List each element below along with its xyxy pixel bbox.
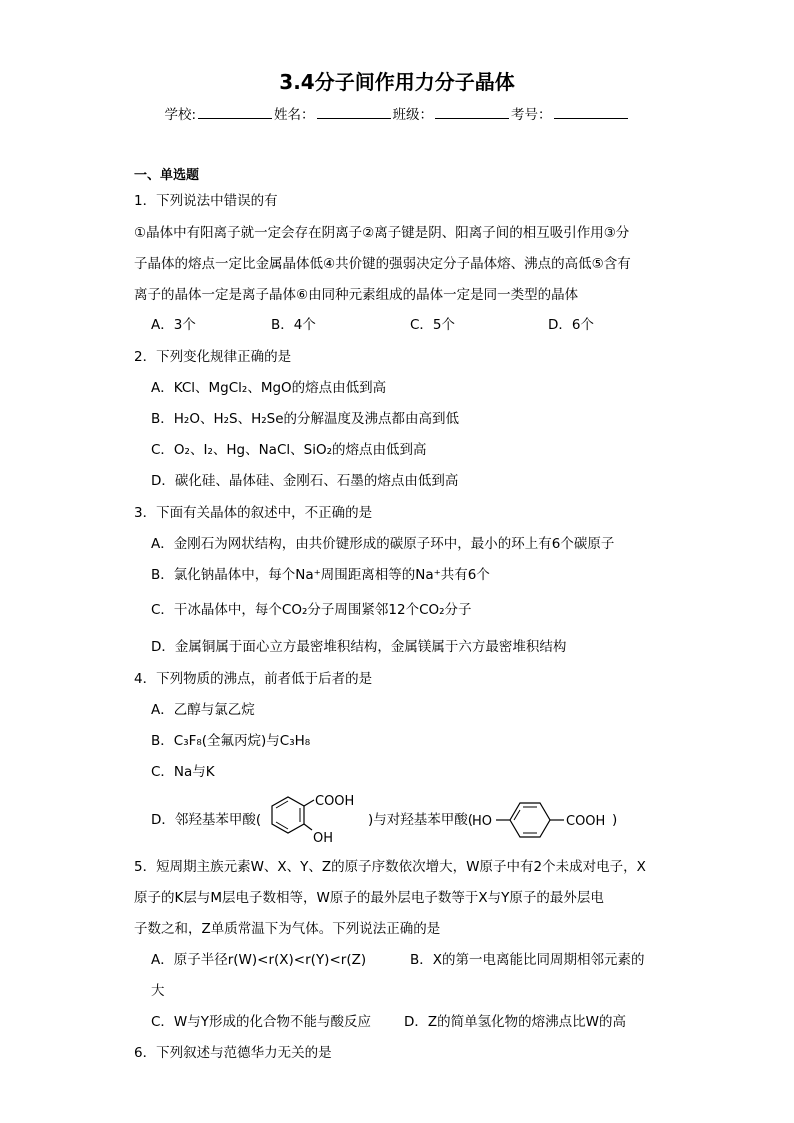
q4-option-d-suffix: ) bbox=[612, 812, 618, 828]
class-blank[interactable] bbox=[435, 108, 509, 119]
q3-stem: 3．下面有关晶体的叙述中，不正确的是 bbox=[134, 505, 373, 521]
q1-line3: 离子的晶体一定是离子晶体⑥由同种元素组成的晶体一定是同一类型的晶体 bbox=[134, 287, 579, 303]
q5-option-b: B．X的第一电离能比同周期相邻元素的 bbox=[410, 952, 645, 968]
q6-stem: 6．下列叙述与范德华力无关的是 bbox=[134, 1045, 332, 1061]
q4-stem: 4．下列物质的沸点，前者低于后者的是 bbox=[134, 671, 373, 687]
ortho-oh-label: OH bbox=[313, 831, 334, 846]
q1-option-a: A．3个 bbox=[151, 317, 196, 333]
q1-option-d: D．6个 bbox=[548, 317, 594, 333]
q5-option-d: D．Z的简单氢化物的熔沸点比W的高 bbox=[404, 1014, 626, 1030]
exam-label: 考号： bbox=[511, 107, 552, 123]
para-ho-label: HO bbox=[472, 814, 493, 829]
q5-option-c: C．W与Y形成的化合物不能与酸反应 bbox=[151, 1014, 372, 1030]
ortho-hydroxybenzoic-acid-structure bbox=[262, 790, 372, 846]
q3-option-b: B．氯化钠晶体中，每个Na⁺周围距离相等的Na⁺共有6个 bbox=[151, 567, 490, 583]
school-blank[interactable] bbox=[198, 108, 272, 119]
exam-number-blank[interactable] bbox=[554, 108, 628, 119]
name-blank[interactable] bbox=[317, 108, 391, 119]
q2-option-d: D．碳化硅、晶体硅、金刚石、石墨的熔点由低到高 bbox=[151, 473, 459, 489]
q4-option-d-prefix: D．邻羟基苯甲酸( bbox=[151, 812, 262, 828]
q5-option-a: A．原子半径r(W)<r(X)<r(Y)<r(Z) bbox=[151, 952, 367, 968]
student-info-line bbox=[0, 103, 794, 123]
q2-stem: 2．下列变化规律正确的是 bbox=[134, 349, 292, 365]
q4-option-a: A．乙醇与氯乙烷 bbox=[151, 702, 255, 718]
q1-option-c: C．5个 bbox=[410, 317, 456, 333]
school-label: 学校: bbox=[164, 107, 197, 123]
name-label: 姓名： bbox=[274, 107, 315, 123]
para-cooh-label: COOH bbox=[566, 814, 606, 829]
q5-line2: 原子的K层与M层电子数相等，W原子的最外层电子数等于X与Y原子的最外层电 bbox=[134, 890, 604, 906]
class-label: 班级： bbox=[392, 107, 434, 123]
q3-option-a: A．金刚石为网状结构，由共价键形成的碳原子环中，最小的环上有6个碳原子 bbox=[151, 536, 615, 552]
q5-option-b-continued: 大 bbox=[151, 983, 165, 999]
q5-line3: 子数之和，Z单质常温下为气体。下列说法正确的是 bbox=[134, 921, 441, 937]
para-hydroxybenzoic-acid-structure bbox=[468, 797, 623, 843]
section-title: 一、单选题 bbox=[134, 168, 200, 183]
q2-option-b: B．H₂O、H₂S、H₂Se的分解温度及沸点都由高到低 bbox=[151, 411, 460, 427]
q3-option-c: C．干冰晶体中，每个CO₂分子周围紧邻12个CO₂分子 bbox=[151, 602, 472, 618]
q4-option-c: C．Na与K bbox=[151, 764, 215, 780]
q4-option-b: B．C₃F₈(全氟丙烷)与C₃H₈ bbox=[151, 733, 311, 749]
q1-line1: ①晶体中有阳离子就一定会存在阴离子②离子键是阴、阳离子间的相互吸引作用③分 bbox=[134, 225, 630, 241]
page-title: 3.4分子间作用力分子晶体 bbox=[279, 70, 515, 94]
q1-stem: 1．下列说法中错误的有 bbox=[134, 193, 278, 209]
q3-option-d: D．金属铜属于面心立方最密堆积结构，金属镁属于六方最密堆积结构 bbox=[151, 639, 567, 655]
q1-line2: 子晶体的熔点一定比金属晶体低④共价键的强弱决定分子晶体熔、沸点的高低⑤含有 bbox=[134, 256, 631, 272]
q2-option-c: C．O₂、I₂、Hg、NaCl、SiO₂的熔点由低到高 bbox=[151, 442, 427, 458]
ortho-cooh-label: COOH bbox=[315, 794, 355, 809]
q4-option-d-middle: )与对羟基苯甲酸( bbox=[368, 812, 474, 828]
q1-option-b: B．4个 bbox=[271, 317, 316, 333]
q5-line1: 5．短周期主族元素W、X、Y、Z的原子序数依次增大，W原子中有2个未成对电子，X bbox=[134, 859, 646, 875]
q2-option-a: A．KCl、MgCl₂、MgO的熔点由低到高 bbox=[151, 380, 387, 396]
